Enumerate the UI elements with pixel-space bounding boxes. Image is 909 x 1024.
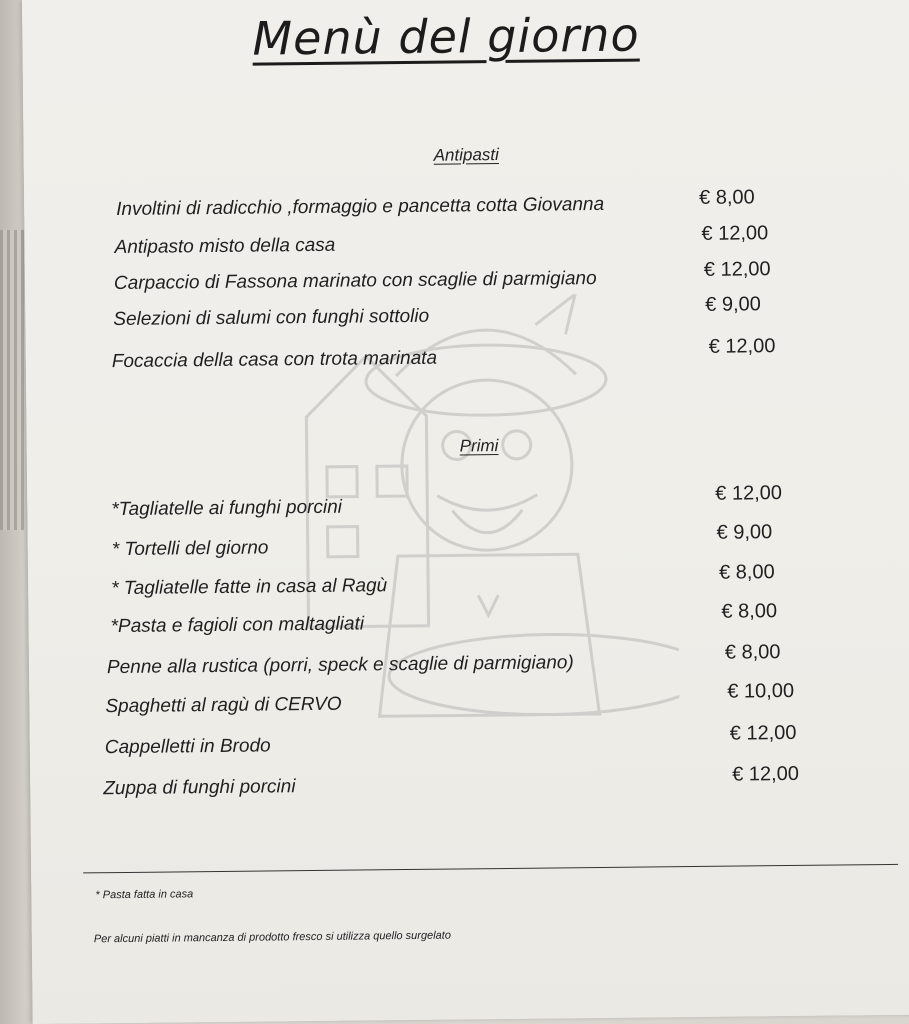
menu-sheet: [22, 0, 909, 1024]
menu-item: * Tortelli del giorno: [111, 537, 269, 561]
fork-icon: [0, 230, 26, 530]
menu-item: Cappelletti in Brodo: [104, 735, 271, 759]
menu-item-price: € 12,00: [703, 258, 771, 281]
divider: [83, 864, 898, 874]
menu-item-price: € 12,00: [708, 335, 776, 358]
menu-item-price: € 10,00: [727, 679, 795, 703]
menu-item: Penne alla rustica (porri, speck e scaglie di parmigiano): [106, 652, 574, 679]
footnote-homemade: * Pasta fatta in casa: [95, 888, 194, 902]
menu-item: *Pasta e fagioli con maltagliati: [110, 613, 365, 638]
section-heading-primi: Primi: [459, 436, 499, 456]
menu-item: *Tagliatelle ai funghi porcini: [111, 496, 343, 521]
menu-item-price: € 12,00: [729, 721, 797, 745]
menu-item: Antipasto misto della casa: [114, 234, 336, 259]
menu-item-price: € 8,00: [698, 186, 755, 209]
menu-item-price: € 9,00: [716, 521, 773, 544]
footnote-frozen: Per alcuni piatti in mancanza di prodotto fresco si utilizza quello surgelato: [93, 929, 451, 946]
menu-item-price: € 9,00: [705, 293, 761, 316]
menu-item: Involtini di radicchio ,formaggio e pancetta cotta Giovanna: [116, 193, 605, 221]
page-title: Menù del giorno: [252, 7, 640, 66]
menu-item: Focaccia della casa con trota marinata: [111, 347, 438, 373]
menu-item-price: € 12,00: [715, 482, 783, 505]
menu-item-price: € 8,00: [718, 561, 775, 584]
section-heading-antipasti: Antipasti: [433, 145, 499, 165]
menu-item: Zuppa di funghi porcini: [103, 776, 296, 800]
menu-item-price: € 8,00: [724, 641, 781, 664]
menu-item-price: € 8,00: [721, 600, 778, 623]
menu-item-price: € 12,00: [701, 222, 769, 245]
menu-item: * Tagliatelle fatte in casa al Ragù: [111, 575, 388, 600]
menu-item: Selezioni di salumi con funghi sottolio: [113, 305, 430, 331]
menu-item: Spaghetti al ragù di CERVO: [105, 693, 342, 718]
menu-item: Carpaccio di Fassona marinato con scaglie di parmigiano: [113, 267, 597, 295]
menu-item-price: € 12,00: [732, 762, 799, 786]
